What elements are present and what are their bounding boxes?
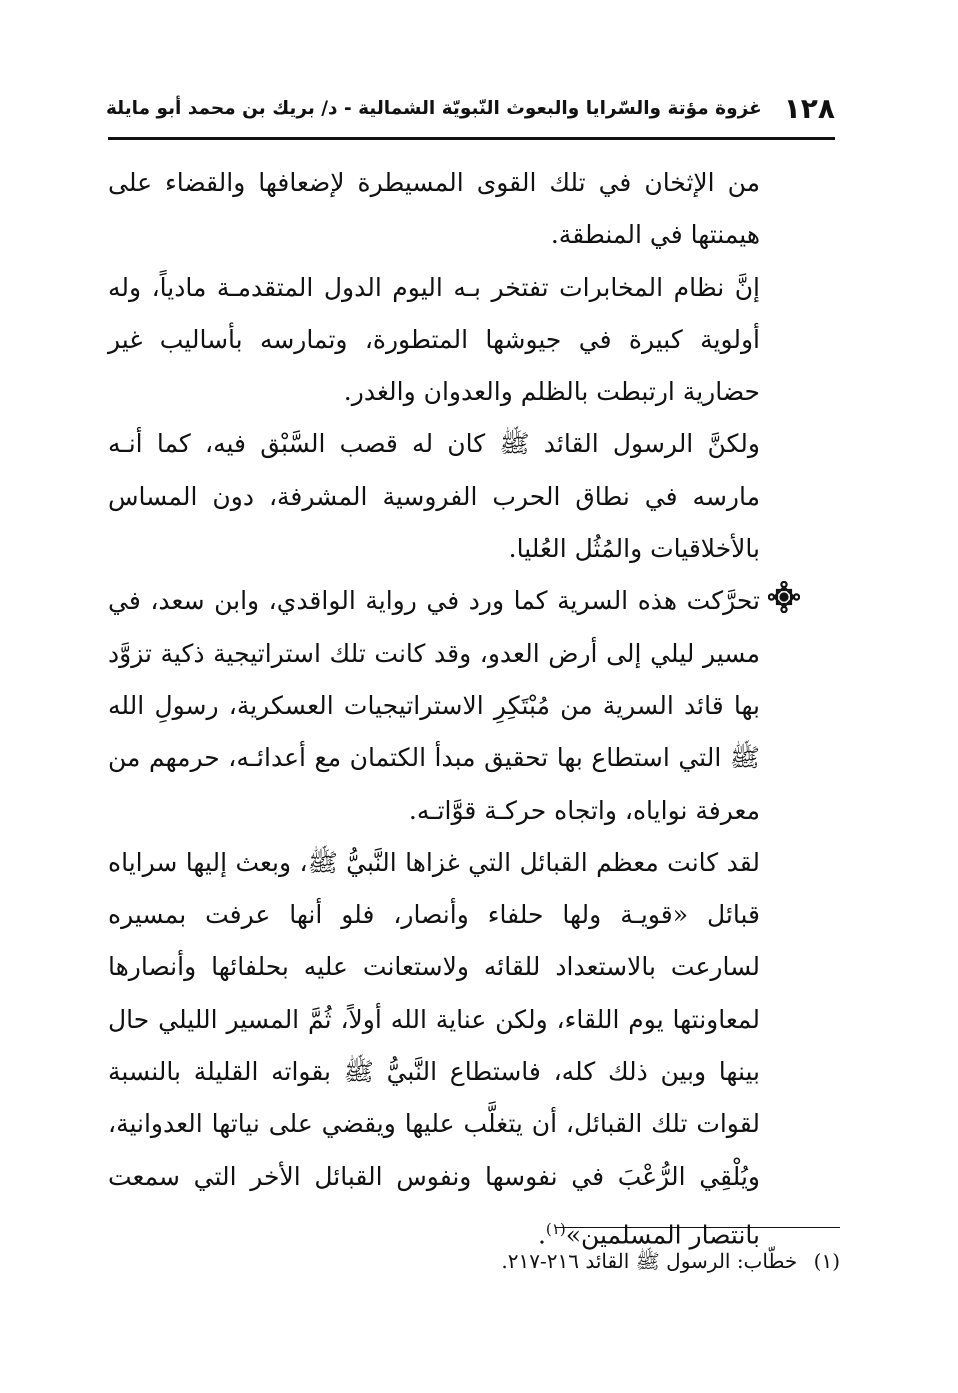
page-number: ١٢٨: [783, 91, 835, 125]
paragraph-3: ولكنَّ الرسول القائد ﷺ كان له قصب السَّبْق فيه، كما أنـه مارسه في نطاق الحرب الفروسية المشرفة، دون المساس بالأخلاقيات والمُثُل العُليا.: [108, 429, 760, 564]
paragraph-5-text: لقد كانت معظم القبائل التي غزاها النَّبيُّ ﷺ، وبعث إليها سراياه قبائل «قويـة ولها حلفاء وأنصار، فلو أنها عرفت بمسيره لسارعت بالاستعداد للقائه ولاستعانت عليه بحلفائها وأنصارها لمعاونتها يوم اللقاء، ولكن عناية الله أولاً، ثُمَّ المسير الليلي حال بينها وبين ذلك كله، فاستطاع النَّبيُّ ﷺ بقواته القليلة بالنسبة لقوات تلك القبائل، أن يتغلَّب عليها ويقضي على نياتها العدوانية، ويُلْقِي الرُّعْبَ في نفوسها ونفوس القبائل الأخر التي سمعت بانتصار المسلمين»: [108, 847, 760, 1250]
paragraph-1: من الإثخان في تلك القوى المسيطرة لإضعافها والقضاء على هيمنتها في المنطقة.: [108, 168, 760, 250]
paragraph-4-text: تحرَّكت هذه السرية كما ورد في رواية الواقدي، وابن سعد، في مسير ليلي إلى أرض العدو، وقد كانت تلك استراتيجية ذكية تزوَّد بها قائد السرية من مُبْتَكِرِ الاستراتيجيات العسكرية، رسولِ الله ﷺ التي استطاع بها تحقيق مبدأ الكتمان مع أعدائـه، حرمهم من معرفة نواياه، واتجاه حركـة قوَّاتـه.: [108, 586, 760, 825]
paragraph-2: إنَّ نظام المخابرات تفتخر بـه اليوم الدول المتقدمـة مادياً، وله أولوية كبيرة في جيوشها المتطورة، وتمارسه بأساليب غير حضارية ارتبطت بالظلم والعدوان والغدر.: [108, 272, 761, 407]
footnote-divider: [555, 1227, 840, 1228]
header-divider: [108, 137, 835, 140]
page-header: [105, 88, 835, 128]
ornament-bullet-icon: [768, 581, 800, 613]
footnote-reference: (١): [545, 1219, 566, 1238]
footnote: [440, 1245, 840, 1277]
paragraph-5: [108, 837, 760, 1262]
paragraph-4: [108, 575, 760, 836]
closing-period: .: [537, 1220, 546, 1250]
running-title: غزوة مؤتة والسّرايا والبعوث النّبويّة الشمالية - د/ بريك بن محمد أبو مايلة: [105, 97, 762, 119]
footnote-text: خطّاب: الرسول ﷺ القائد ٢١٦-٢١٧.: [501, 1249, 798, 1273]
main-text: [108, 157, 760, 1262]
footnote-marker: (١): [813, 1249, 840, 1273]
